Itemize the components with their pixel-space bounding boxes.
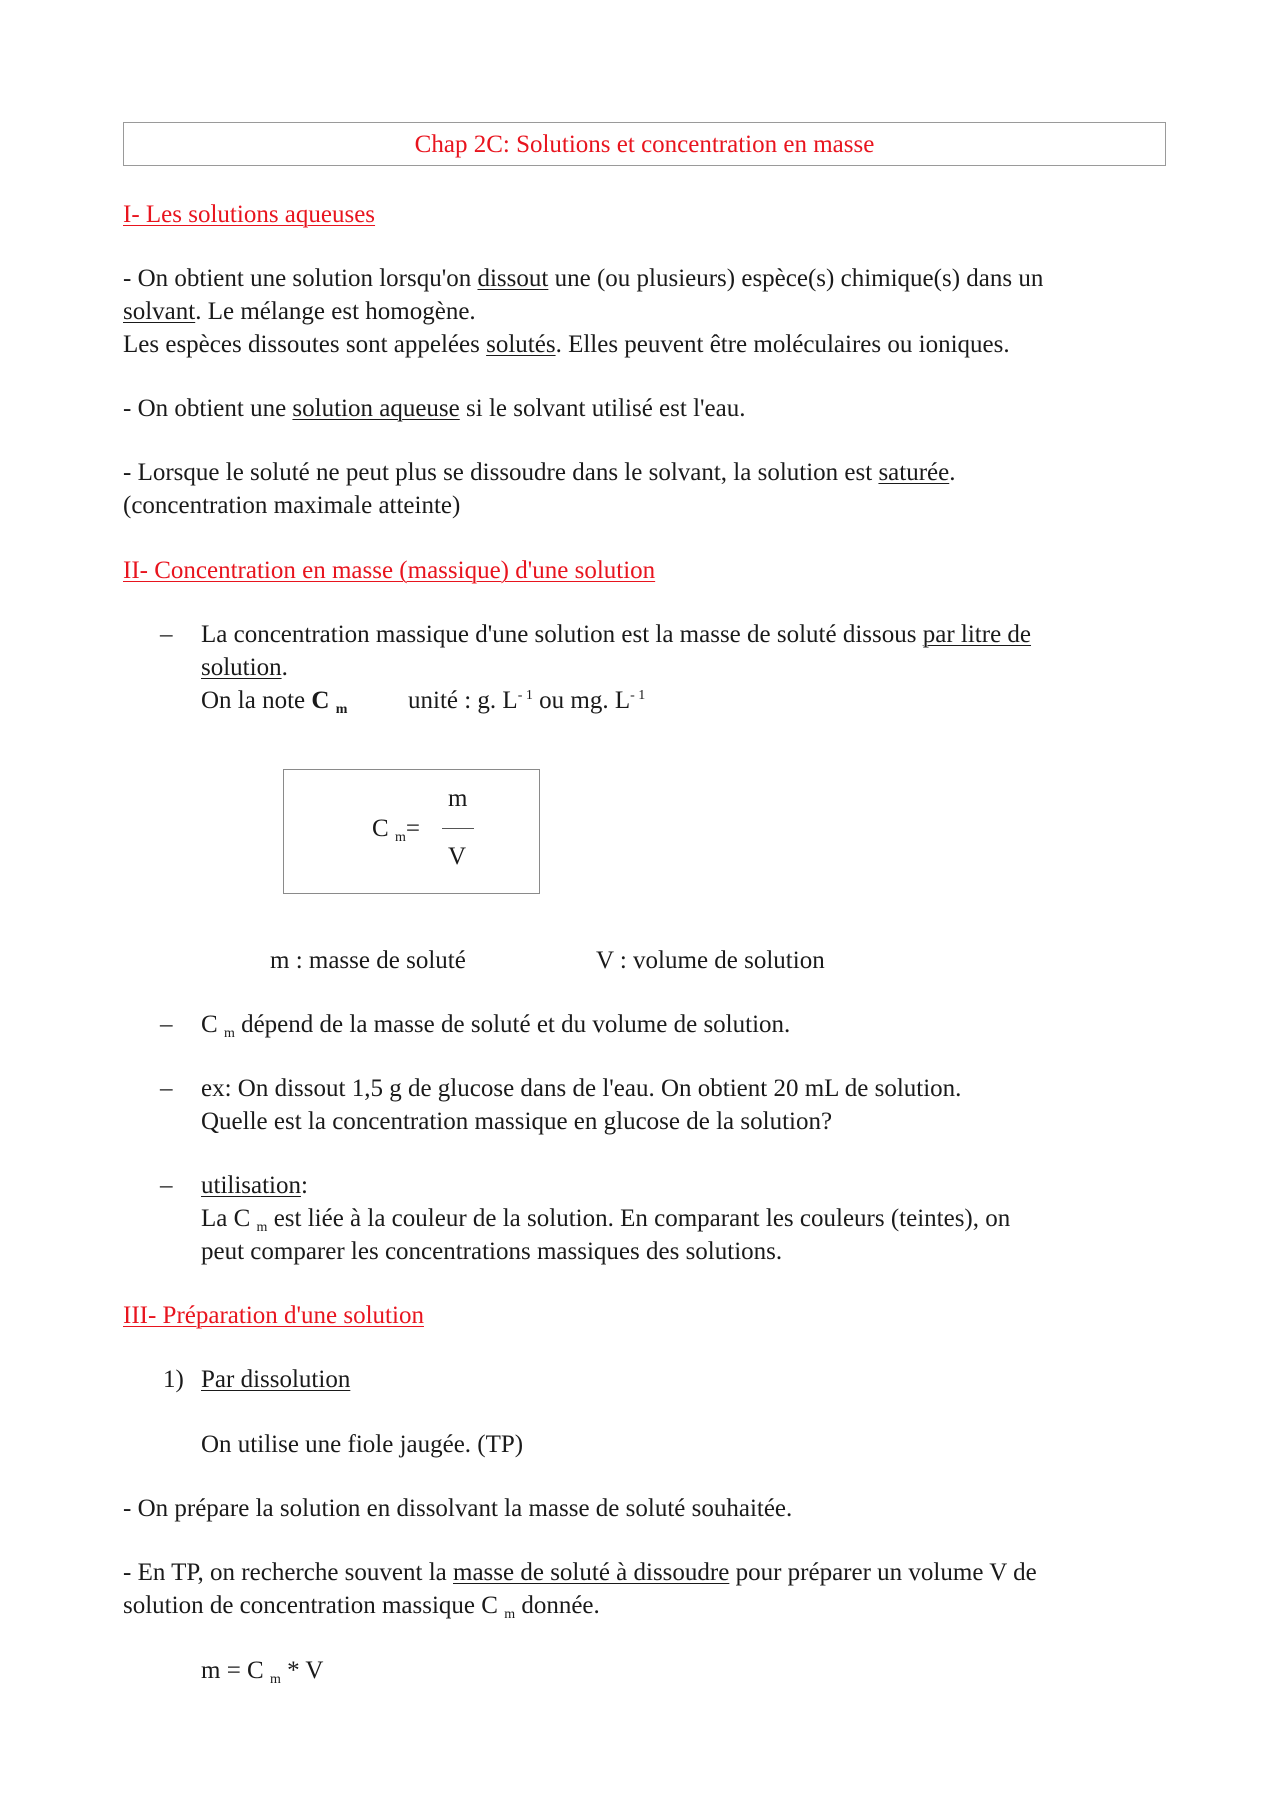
text: * V xyxy=(280,1657,324,1684)
subscript: m xyxy=(504,1607,516,1622)
exponent: - 1 xyxy=(630,688,646,703)
s1-paragraph-1-line-1 xyxy=(123,262,1043,295)
text: pour préparer un volume V de xyxy=(729,1559,1037,1586)
s1-paragraph-2 xyxy=(123,328,1010,361)
subscript: m xyxy=(394,830,406,845)
subscript: m xyxy=(256,1220,268,1235)
text: solution de concentration massique C xyxy=(123,1592,498,1619)
bullet-dash: – xyxy=(160,1172,173,1199)
s2-bullet-2 xyxy=(201,1008,790,1045)
underlined-term: solution aqueuse xyxy=(292,395,460,422)
underlined-term: solution xyxy=(201,654,282,681)
legend-v: V : volume de solution xyxy=(596,947,825,974)
s1-paragraph-4 xyxy=(123,456,955,489)
text: unité : g. L xyxy=(408,687,518,714)
equals-sign: = xyxy=(405,815,420,842)
s3-paragraph-1: On utilise une fiole jaugée. (TP) xyxy=(201,1431,524,1458)
section-2-heading: II- Concentration en masse (massique) d'une solution xyxy=(123,557,656,584)
item-1-number: 1) xyxy=(163,1366,184,1393)
subscript: m xyxy=(269,1672,281,1687)
text: - En TP, on recherche souvent la xyxy=(123,1559,453,1586)
s2-bullet-4-line-1 xyxy=(201,1169,308,1202)
s2-bullet-1-notation xyxy=(201,684,347,721)
text: si le solvant utilisé est l'eau. xyxy=(459,395,746,422)
text: dépend de la masse de soluté et du volume de solution. xyxy=(234,1011,791,1038)
s2-bullet-1-line-2 xyxy=(201,651,288,684)
subscript: m xyxy=(223,1026,235,1041)
bullet-dash: – xyxy=(160,1011,173,1038)
text: La concentration massique d'une solution est la masse de soluté dissous xyxy=(201,621,923,648)
text: C xyxy=(372,815,389,842)
title-box xyxy=(123,122,1166,166)
s2-bullet-1-line-1 xyxy=(201,618,1031,651)
s1-paragraph-1-line-2 xyxy=(123,295,476,328)
text: . Le mélange est homogène. xyxy=(195,298,476,325)
bullet-dash: – xyxy=(160,621,173,648)
legend-m: m : masse de soluté xyxy=(270,947,466,974)
underlined-term: utilisation xyxy=(201,1172,301,1199)
underlined-term: saturée xyxy=(878,459,950,486)
text: C xyxy=(201,1011,218,1038)
formula-numerator: m xyxy=(448,785,468,812)
text: On la note xyxy=(201,687,312,714)
underlined-term: par litre de xyxy=(922,621,1032,648)
mass-equation xyxy=(201,1654,323,1691)
s1-paragraph-5: (concentration maximale atteinte) xyxy=(123,492,461,519)
bullet-dash: – xyxy=(160,1075,173,1102)
s2-bullet-3-line-1: ex: On dissout 1,5 g de glucose dans de l'eau. On obtient 20 mL de solution. xyxy=(201,1075,962,1102)
fraction-bar xyxy=(442,828,474,829)
text: - On obtient une xyxy=(123,395,293,422)
text: . xyxy=(281,654,288,681)
s3-paragraph-2: - On prépare la solution en dissolvant la masse de soluté souhaitée. xyxy=(123,1495,793,1522)
s3-paragraph-3-line-2 xyxy=(123,1589,600,1626)
text: une (ou plusieurs) espèce(s) chimique(s) dans un xyxy=(548,265,1044,292)
s3-paragraph-3-line-1 xyxy=(123,1556,1037,1589)
text: La C xyxy=(201,1205,251,1232)
s2-bullet-4-line-3: peut comparer les concentrations massiques des solutions. xyxy=(201,1238,783,1265)
formula-lhs xyxy=(372,812,420,849)
section-1-heading: I- Les solutions aqueuses xyxy=(123,201,376,228)
s2-bullet-1-unit xyxy=(408,684,645,721)
text: Les espèces dissoutes sont appelées xyxy=(123,331,487,358)
s1-paragraph-3 xyxy=(123,392,745,425)
underlined-term: dissout xyxy=(477,265,549,292)
text: est liée à la couleur de la solution. En comparant les couleurs (teintes), on xyxy=(267,1205,1011,1232)
formula-denominator: V xyxy=(448,843,467,870)
underlined-term: masse de soluté à dissoudre xyxy=(453,1559,730,1586)
text: . xyxy=(949,459,956,486)
text: m = C xyxy=(201,1657,264,1684)
underlined-term: solutés xyxy=(486,331,556,358)
text: . Elles peuvent être moléculaires ou ioniques. xyxy=(555,331,1010,358)
item-1-title: Par dissolution xyxy=(201,1366,351,1393)
text: : xyxy=(301,1172,308,1199)
cm-subscript: m xyxy=(335,702,348,717)
exponent: - 1 xyxy=(517,688,533,703)
text: donnée. xyxy=(515,1592,600,1619)
section-3-heading: III- Préparation d'une solution xyxy=(123,1302,424,1329)
cm-symbol: C xyxy=(311,687,330,714)
text: ou mg. L xyxy=(532,687,631,714)
text: - Lorsque le soluté ne peut plus se dissoudre dans le solvant, la solution est xyxy=(123,459,879,486)
underlined-term: solvant xyxy=(123,298,196,325)
s2-bullet-4-line-2 xyxy=(201,1202,1010,1239)
text: - On obtient une solution lorsqu'on xyxy=(123,265,478,292)
s2-bullet-3-line-2: Quelle est la concentration massique en glucose de la solution? xyxy=(201,1108,833,1135)
document-title: Chap 2C: Solutions et concentration en masse xyxy=(414,131,875,158)
